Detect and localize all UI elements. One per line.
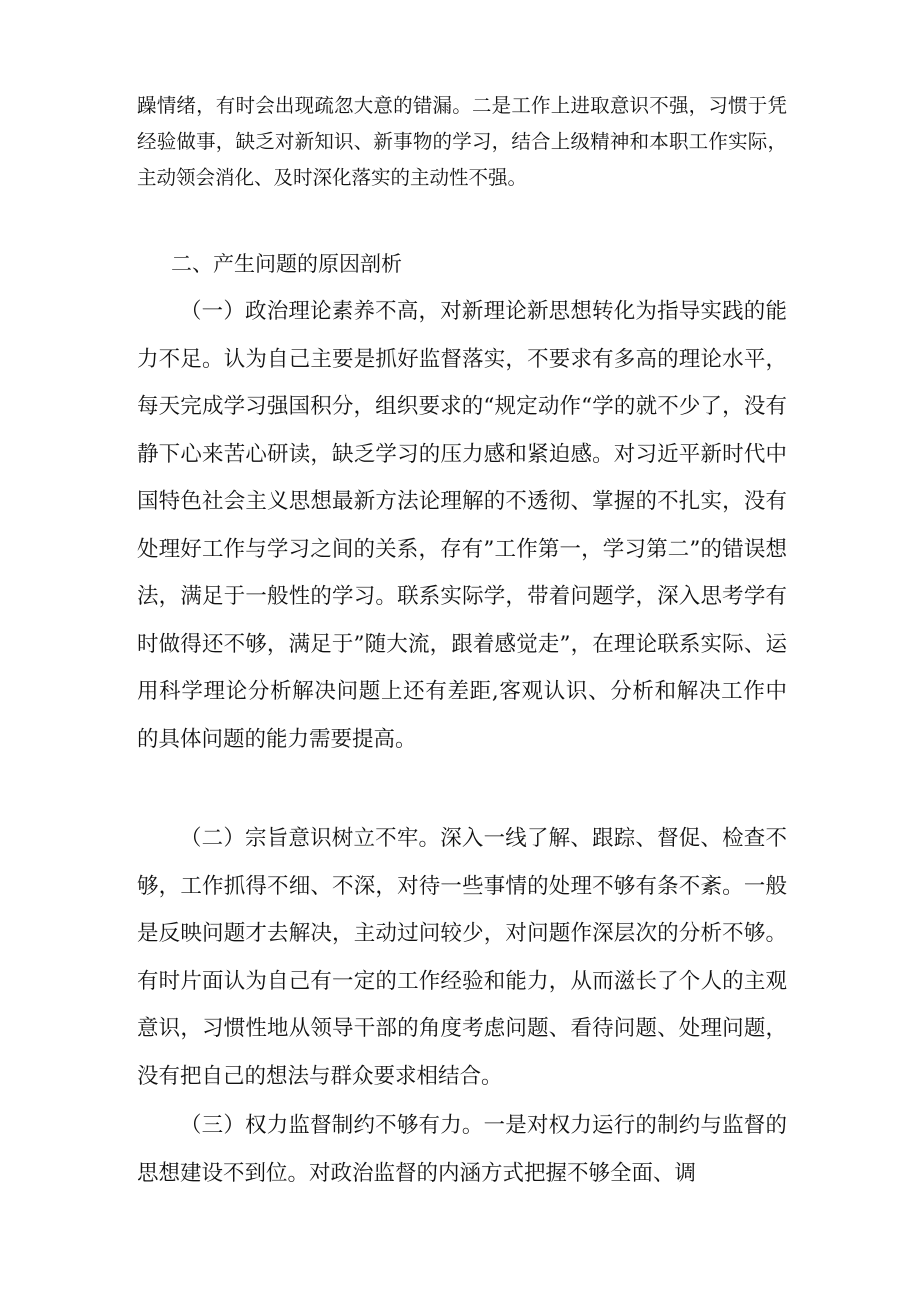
paragraph-political-theory: （一）政治理论素养不高，对新理论新思想转化为指导实践的能力不足。认为自己主要是抓好监督落实，不要求有多高的理论水平，每天完成学习强国积分，组织要求的“规定动作“学的就不少了，没有静下心来苦心研读，缺乏学习的压力感和紧迫感。对习近平新时代中国特色社会主义思想最新方法论理解的不透彻、掌握的不扎实，没有处理好工作与学习之间的关系，存有”工作第一，学习第二”的错误想法，满足于一般性的学习。联系实际学，带着问题学，深入思考学有时做得还不够，满足于”随大流，跟着感觉走”，在理论联系实际、运用科学理论分析解决问题上还有差距,客观认识、分析和解决工作中的具体问题的能力需要提高。 [137, 299, 787, 752]
intro-paragraph: 躁情绪，有时会出现疏忽大意的错漏。二是工作上进取意识不强，习惯于凭经验做事，缺乏对新知识、新事物的学习，结合上级精神和本职工作实际，主动领会消化、及时深化落实的主动性不强。 [137, 94, 787, 189]
section-heading: 二、产生问题的原因剖析 [171, 252, 402, 276]
paragraph-purpose-awareness: （二）宗旨意识树立不牢。深入一线了解、跟踪、督促、检查不够，工作抓得不细、不深，对待一些事情的处理不够有条不紊。一般是反映问题才去解决，主动过问较少，对问题作深层次的分析不够。有时片面认为自己有一定的工作经验和能力，从而滋长了个人的主观意识，习惯性地从领导干部的角度考虑问题、看待问题、处理问题，没有把自己的想法与群众要求相结合。 [137, 826, 787, 1089]
paragraph-power-supervision: （三）权力监督制约不够有力。一是对权力运行的制约与监督的思想建设不到位。对政治监督的内涵方式把握不够全面、调 [137, 1113, 787, 1186]
